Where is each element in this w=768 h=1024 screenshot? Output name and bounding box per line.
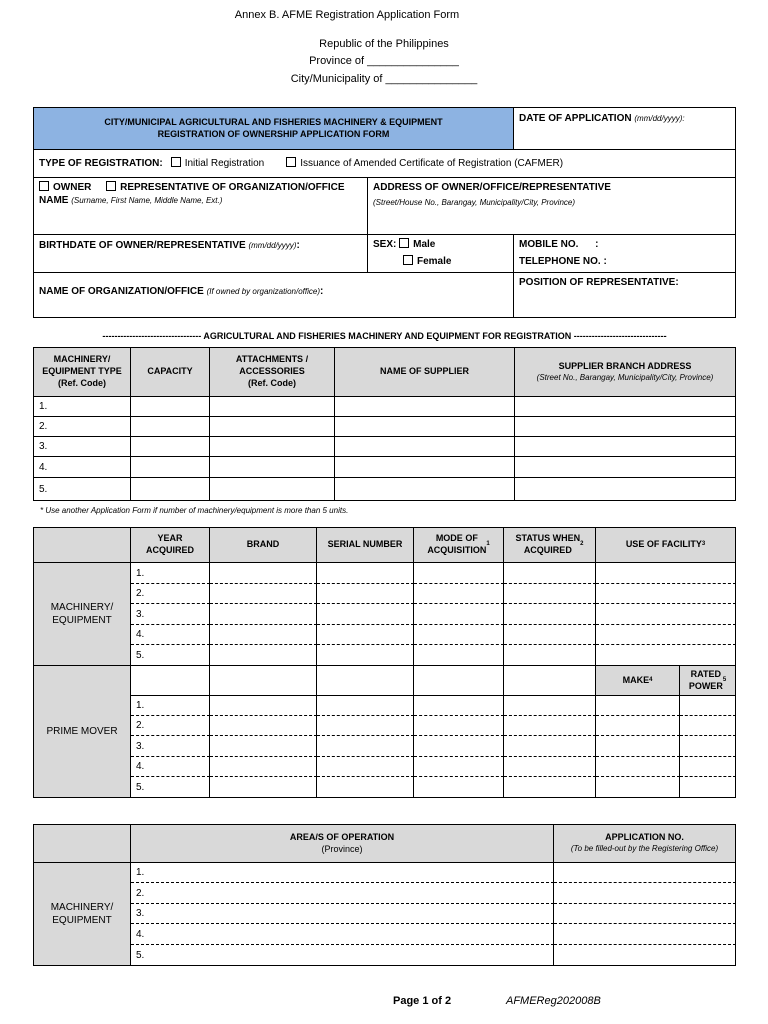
date-hint: (mm/dd/yyyy): [634, 114, 685, 123]
table2-cell[interactable] [596, 584, 736, 604]
table2-header-4 [504, 528, 596, 563]
female-label: Female [417, 256, 452, 267]
application-no-header [554, 825, 736, 863]
table1-cell[interactable] [34, 417, 131, 437]
prime-mover-cell-text: 5. [136, 781, 145, 793]
prime-mover-cell-text: 4. [136, 761, 145, 772]
table2-header-3 [414, 528, 504, 563]
table2-cell[interactable] [317, 645, 414, 666]
prime-mover-cell[interactable] [414, 666, 504, 696]
table2-header-0 [131, 528, 210, 563]
prime-mover-cell[interactable] [131, 736, 210, 757]
prime-mover-cell[interactable] [596, 696, 680, 716]
table1-cell[interactable] [515, 397, 736, 417]
table2-cell[interactable] [414, 625, 504, 645]
make-header-text: MAKE [622, 674, 650, 685]
prime-mover-cell[interactable] [414, 777, 504, 798]
area-hint: (Province) [321, 843, 363, 854]
prime-mover-cell[interactable] [414, 696, 504, 716]
area-header-text: AREA/S OF OPERATION [289, 831, 395, 842]
area-cell[interactable] [131, 863, 554, 883]
table2-cell[interactable] [210, 604, 317, 625]
table2-cell[interactable] [504, 563, 596, 584]
org-colon: : [320, 285, 324, 297]
checkbox-icon[interactable] [286, 157, 296, 167]
prime-mover-cell[interactable] [414, 716, 504, 736]
area-cell[interactable] [131, 883, 554, 904]
area-cell[interactable] [131, 945, 554, 966]
prime-mover-cell[interactable] [596, 757, 680, 777]
address-hint: (Street/House No., Barangay, Municipality/City, Province) [373, 198, 576, 207]
prime-mover-cell[interactable] [317, 716, 414, 736]
prime-mover-cell[interactable] [317, 666, 414, 696]
operation-table [33, 824, 736, 966]
owner-name-field[interactable] [34, 178, 368, 235]
table1-header-0-text: MACHINERY/ EQUIPMENT TYPE (Ref. Code) [42, 354, 122, 388]
prime-mover-cell[interactable] [210, 666, 317, 696]
page-number: Page 1 of 2 [393, 995, 452, 1007]
prime-mover-cell[interactable] [131, 666, 210, 696]
prime-mover-cell[interactable] [317, 777, 414, 798]
table2-cell-text: 2. [136, 588, 145, 599]
prime-mover-cell[interactable] [131, 777, 210, 798]
table1-cell[interactable] [210, 437, 335, 457]
prime-mover-cell[interactable] [504, 666, 596, 696]
prime-mover-cell[interactable] [210, 757, 317, 777]
sex-label: SEX: [373, 239, 397, 250]
address-field[interactable] [368, 178, 736, 235]
table1-cell[interactable] [515, 478, 736, 501]
table2-cell[interactable] [596, 625, 736, 645]
annex-title: Annex B. AFME Registration Application Form [234, 9, 460, 21]
table2-header-5-text: USE OF FACILITY [625, 539, 702, 550]
table2-header-1 [210, 528, 317, 563]
table2-cell[interactable] [596, 645, 736, 666]
section-title: --------------------------------- AGRICULTURAL AND FISHERIES MACHINERY AND EQUIPMENT FOR REGISTRATION ------------------------------- [102, 331, 667, 341]
appno-hint: (To be filled-out by the Registering Office) [570, 844, 719, 854]
type-label: TYPE OF REGISTRATION: [39, 158, 163, 169]
prime-mover-cell[interactable] [414, 757, 504, 777]
rated-power-header-text: RATED POWER [688, 668, 723, 691]
table2-cell[interactable] [504, 625, 596, 645]
rated-power-header [680, 666, 736, 696]
table2-corner [34, 528, 131, 563]
birthdate-colon: : [296, 240, 300, 251]
birthdate-hint: (mm/dd/yyyy) [248, 241, 297, 250]
prime-mover-cell[interactable] [680, 696, 736, 716]
prime-mover-cell[interactable] [317, 736, 414, 757]
table2-cell-text: 5. [136, 649, 145, 661]
application-no-cell[interactable] [554, 945, 736, 966]
owner-label: OWNER [53, 182, 92, 193]
owner-option[interactable] [39, 182, 91, 193]
table2-cell-text: 3. [136, 608, 145, 620]
table1-cell[interactable] [335, 457, 515, 478]
prime-mover-label-text: PRIME MOVER [46, 726, 118, 737]
prime-mover-cell[interactable] [680, 716, 736, 736]
table1-cell[interactable] [335, 417, 515, 437]
equipment-table [33, 347, 736, 501]
prime-mover-cell[interactable] [210, 736, 317, 757]
table1-cell[interactable] [34, 478, 131, 501]
table1-cell[interactable] [210, 417, 335, 437]
mobile-label: MOBILE NO. : [519, 239, 599, 250]
table2-cell[interactable] [131, 625, 210, 645]
application-no-header-text: APPLICATION NO. [605, 832, 684, 843]
footnote-ref: 3 [701, 541, 706, 548]
prime-mover-cell[interactable] [596, 777, 680, 798]
table2-cell[interactable] [131, 604, 210, 625]
name-label: NAME [39, 195, 69, 206]
sex-field [368, 235, 514, 273]
area-cell-text: 5. [136, 949, 145, 961]
area-cell-text: 2. [136, 887, 145, 899]
type-of-registration-row [34, 150, 736, 178]
amended-certificate-option[interactable] [286, 157, 563, 170]
table2-header-1-text: BRAND [246, 539, 280, 550]
table1-cell[interactable] [210, 457, 335, 478]
application-no-cell[interactable] [554, 904, 736, 924]
position-label: POSITION OF REPRESENTATIVE: [519, 277, 679, 288]
prime-mover-cell[interactable] [131, 757, 210, 777]
position-field[interactable] [514, 273, 736, 318]
table1-cell[interactable] [34, 397, 131, 417]
initial-registration-option[interactable] [171, 157, 264, 170]
machinery-label-text: MACHINERY/ EQUIPMENT [50, 602, 114, 626]
table1-cell-text: 3. [39, 441, 48, 452]
prime-mover-cell[interactable] [504, 696, 596, 716]
prime-mover-cell[interactable] [504, 736, 596, 757]
table1-header-4-text: SUPPLIER BRANCH ADDRESS [558, 360, 692, 371]
table2-header-2-text: SERIAL NUMBER [327, 539, 403, 550]
representative-option[interactable] [106, 182, 344, 193]
form-title-line1: CITY/MUNICIPAL AGRICULTURAL AND FISHERIES MACHINERY & EQUIPMENT [104, 116, 443, 127]
table2-cell[interactable] [131, 563, 210, 584]
prime-mover-cell-text: 1. [136, 700, 145, 711]
area-cell-text: 4. [136, 928, 145, 940]
table2-cell[interactable] [414, 604, 504, 625]
table1-cell[interactable] [131, 417, 210, 437]
table2-header-2 [317, 528, 414, 563]
table2-cell[interactable] [210, 645, 317, 666]
prime-mover-cell[interactable] [504, 757, 596, 777]
machinery-label [34, 863, 131, 966]
contact-field[interactable] [514, 235, 736, 273]
prime-mover-label [34, 666, 131, 798]
checkbox-icon[interactable] [399, 238, 409, 248]
table1-header-4 [515, 348, 736, 397]
checkbox-icon[interactable] [403, 255, 413, 265]
application-no-cell[interactable] [554, 883, 736, 904]
table2-cell[interactable] [317, 604, 414, 625]
prime-mover-cell[interactable] [210, 777, 317, 798]
table1-header-1-text: CAPACITY [147, 366, 193, 377]
table2-cell-text: 1. [136, 567, 145, 579]
table2-cell[interactable] [414, 645, 504, 666]
table1-cell[interactable] [210, 397, 335, 417]
table1-cell-text: 4. [39, 461, 48, 473]
table1-cell[interactable] [335, 397, 515, 417]
date-of-application-field[interactable] [514, 108, 736, 150]
table1-cell[interactable] [335, 478, 515, 501]
republic: Republic of the Philippines [319, 38, 449, 50]
area-cell-text: 3. [136, 908, 145, 919]
application-no-cell[interactable] [554, 924, 736, 945]
footnote-ref: 1 [486, 541, 490, 548]
table2-cell-text: 4. [136, 629, 145, 640]
table2-cell[interactable] [131, 645, 210, 666]
table1-header-1 [131, 348, 210, 397]
telephone-label: TELEPHONE NO. : [519, 256, 607, 267]
prime-mover-cell[interactable] [414, 736, 504, 757]
table2-cell[interactable] [504, 604, 596, 625]
area-cell-text: 1. [136, 867, 145, 878]
address-hint: (Street No., Barangay, Municipality/City, Province) [536, 372, 714, 382]
prime-mover-cell[interactable] [131, 696, 210, 716]
footnote-ref: 4 [649, 676, 653, 683]
table1-cell[interactable] [131, 397, 210, 417]
province: Province of _______________ [309, 55, 459, 67]
table1-cell[interactable] [34, 457, 131, 478]
prime-mover-cell[interactable] [680, 757, 736, 777]
date-label: DATE OF APPLICATION [519, 113, 632, 124]
area-header [131, 825, 554, 863]
table2-header-5 [596, 528, 736, 563]
application-no-cell[interactable] [554, 863, 736, 883]
table2-cell[interactable] [596, 563, 736, 584]
table1-header-2 [210, 348, 335, 397]
table2-cell[interactable] [210, 625, 317, 645]
table2-header-4-text: STATUS WHEN ACQUIRED [515, 533, 581, 555]
table1-header-3-text: NAME OF SUPPLIER [379, 366, 469, 377]
table1-cell[interactable] [335, 437, 515, 457]
prime-mover-cell[interactable] [504, 777, 596, 798]
table2-cell[interactable] [317, 584, 414, 604]
footnote-ref: 5 [722, 676, 727, 683]
checkbox-icon[interactable] [39, 181, 49, 191]
prime-mover-cell[interactable] [210, 716, 317, 736]
table1-cell[interactable] [131, 457, 210, 478]
org-label: NAME OF ORGANIZATION/OFFICE [39, 285, 204, 297]
city-municipality: City/Municipality of _______________ [290, 73, 478, 85]
table2-header-0-text: YEAR ACQUIRED [145, 533, 194, 555]
table2-cell[interactable] [317, 625, 414, 645]
table1-header-2-text: ATTACHMENTS / ACCESSORIES (Ref. Code) [235, 354, 309, 388]
table1-cell[interactable] [34, 437, 131, 457]
option-label: Initial Registration [184, 158, 265, 169]
checkbox-icon[interactable] [171, 157, 181, 167]
table1-cell-text: 5. [39, 483, 48, 495]
prime-mover-cell[interactable] [317, 757, 414, 777]
table1-header-0 [34, 348, 131, 397]
table2-header-3-text: MODE OF ACQUISITION [427, 533, 487, 555]
male-label: Male [413, 239, 436, 250]
applicant-section [33, 107, 736, 318]
male-option[interactable] [399, 239, 435, 250]
prime-mover-cell[interactable] [596, 716, 680, 736]
table1-cell-text: 1. [39, 401, 48, 412]
footnote-ref: 2 [580, 541, 584, 548]
table2-cell[interactable] [131, 584, 210, 604]
table1-cell-text: 2. [39, 421, 48, 432]
table1-cell[interactable] [515, 417, 736, 437]
name-hint: (Surname, First Name, Middle Name, Ext.) [71, 196, 223, 205]
table2-cell[interactable] [317, 563, 414, 584]
table2-cell[interactable] [414, 563, 504, 584]
birthdate-field[interactable] [34, 235, 368, 273]
prime-mover-cell-text: 3. [136, 740, 145, 752]
table2-cell[interactable] [504, 584, 596, 604]
prime-mover-cell[interactable] [596, 736, 680, 757]
table3-corner [34, 825, 131, 863]
make-header [596, 666, 680, 696]
option-label: Issuance of Amended Certificate of Registration (CAFMER) [300, 158, 564, 169]
footnote: * Use another Application Form if number of machinery/equipment is more than 5 units. [40, 506, 349, 515]
prime-mover-cell-text: 2. [136, 720, 145, 731]
table1-cell[interactable] [210, 478, 335, 501]
checkbox-icon[interactable] [106, 181, 116, 191]
prime-mover-cell[interactable] [317, 696, 414, 716]
table2-cell[interactable] [210, 563, 317, 584]
table1-cell[interactable] [131, 478, 210, 501]
address-label: ADDRESS OF OWNER/OFFICE/REPRESENTATIVE [373, 182, 611, 193]
table1-cell[interactable] [515, 457, 736, 478]
birthdate-label: BIRTHDATE OF OWNER/REPRESENTATIVE [39, 240, 246, 251]
prime-mover-cell[interactable] [680, 736, 736, 757]
area-cell[interactable] [131, 924, 554, 945]
representative-label: REPRESENTATIVE OF ORGANIZATION/OFFICE [120, 182, 345, 193]
machinery-label-text: MACHINERY/ EQUIPMENT [50, 902, 114, 926]
table2-cell[interactable] [414, 584, 504, 604]
table1-cell[interactable] [515, 437, 736, 457]
table1-header-3 [335, 348, 515, 397]
organization-field[interactable] [34, 273, 514, 318]
details-table [33, 527, 736, 798]
table2-cell[interactable] [596, 604, 736, 625]
prime-mover-cell[interactable] [131, 716, 210, 736]
table2-cell[interactable] [210, 584, 317, 604]
org-hint: (If owned by organization/office) [206, 286, 320, 296]
prime-mover-cell[interactable] [210, 696, 317, 716]
prime-mover-cell[interactable] [504, 716, 596, 736]
form-title [34, 108, 514, 150]
prime-mover-cell[interactable] [680, 777, 736, 798]
form-title-line2: REGISTRATION OF OWNERSHIP APPLICATION FORM [157, 128, 390, 139]
table2-cell[interactable] [504, 645, 596, 666]
area-cell[interactable] [131, 904, 554, 924]
form-code: AFMEReg202008B [506, 995, 601, 1007]
female-option[interactable] [403, 255, 451, 268]
machinery-label [34, 563, 131, 666]
table1-cell[interactable] [131, 437, 210, 457]
